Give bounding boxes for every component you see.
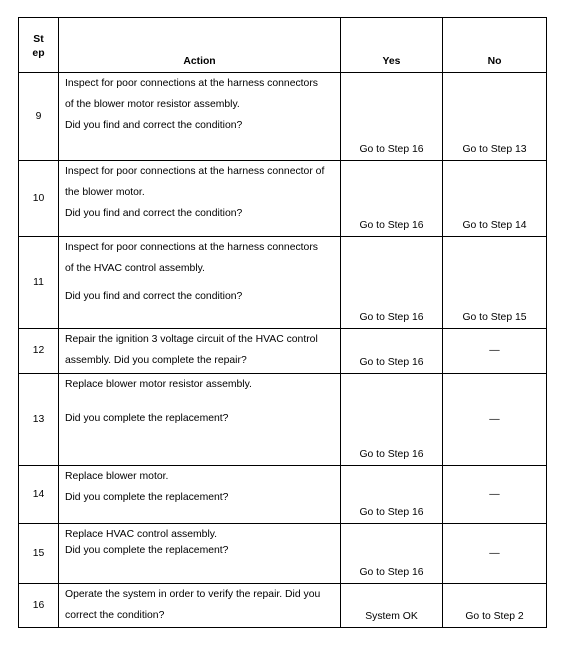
action-cell — [59, 73, 341, 161]
action-text: Did you complete the replacement? — [65, 492, 229, 503]
action-cell — [59, 329, 341, 374]
action-cell — [59, 161, 341, 237]
yes-cell: Go to Step 16 — [341, 161, 443, 237]
action-text: Did you find and correct the condition? — [65, 120, 243, 131]
action-text: Inspect for poor connections at the harness connector of — [65, 166, 325, 177]
action-cell — [59, 524, 341, 584]
action-text: of the blower motor resistor assembly. — [65, 99, 240, 110]
table-row — [19, 161, 547, 237]
no-cell: Go to Step 2 — [443, 584, 547, 628]
action-text: correct the condition? — [65, 610, 165, 621]
table-header-row — [19, 18, 547, 73]
table-row — [19, 237, 547, 329]
no-cell: Go to Step 13 — [443, 73, 547, 161]
table-row — [19, 374, 547, 466]
yes-cell: Go to Step 16 — [341, 374, 443, 466]
action-cell — [59, 374, 341, 466]
header-step — [19, 18, 59, 73]
table-row — [19, 329, 547, 374]
action-cell — [59, 237, 341, 329]
no-cell: — — [443, 524, 547, 584]
action-text: Replace blower motor. — [65, 471, 169, 482]
header-action: Action — [59, 18, 341, 73]
yes-cell: Go to Step 16 — [341, 524, 443, 584]
action-text: Inspect for poor connections at the harness connectors — [65, 78, 318, 89]
table-row — [19, 466, 547, 524]
step-number: 15 — [19, 524, 59, 584]
step-number: 11 — [19, 237, 59, 329]
action-text: the blower motor. — [65, 187, 145, 198]
step-number: 12 — [19, 329, 59, 374]
step-number: 16 — [19, 584, 59, 628]
yes-cell: Go to Step 16 — [341, 73, 443, 161]
action-text: assembly. Did you complete the repair? — [65, 355, 247, 366]
action-text: Replace blower motor resistor assembly. — [65, 379, 252, 390]
no-cell: Go to Step 15 — [443, 237, 547, 329]
yes-cell: Go to Step 16 — [341, 329, 443, 374]
action-text: Did you complete the replacement? — [65, 413, 229, 424]
diagnostic-steps-table — [18, 17, 547, 628]
step-number: 14 — [19, 466, 59, 524]
action-text: Operate the system in order to verify the repair. Did you — [65, 589, 321, 600]
action-text: of the HVAC control assembly. — [65, 263, 205, 274]
action-cell — [59, 466, 341, 524]
header-yes: Yes — [341, 18, 443, 73]
header-step-line1: St — [33, 34, 44, 45]
action-text: Replace HVAC control assembly. — [65, 529, 218, 540]
table-row — [19, 524, 547, 584]
no-cell: — — [443, 374, 547, 466]
yes-cell: Go to Step 16 — [341, 466, 443, 524]
header-step-line2: ep — [32, 48, 45, 59]
step-number: 13 — [19, 374, 59, 466]
action-cell — [59, 584, 341, 628]
action-text: Did you complete the replacement? — [65, 545, 229, 556]
no-cell: — — [443, 466, 547, 524]
step-number: 9 — [19, 73, 59, 161]
action-text: Did you find and correct the condition? — [65, 208, 243, 219]
action-text: Inspect for poor connections at the harness connectors — [65, 242, 318, 253]
header-no: No — [443, 18, 547, 73]
no-cell: Go to Step 14 — [443, 161, 547, 237]
yes-cell: System OK — [341, 584, 443, 628]
action-text: Did you find and correct the condition? — [65, 291, 243, 302]
action-text: Repair the ignition 3 voltage circuit of the HVAC control — [65, 334, 318, 345]
no-cell: — — [443, 329, 547, 374]
step-number: 10 — [19, 161, 59, 237]
table-row — [19, 584, 547, 628]
yes-cell: Go to Step 16 — [341, 237, 443, 329]
table-row — [19, 73, 547, 161]
